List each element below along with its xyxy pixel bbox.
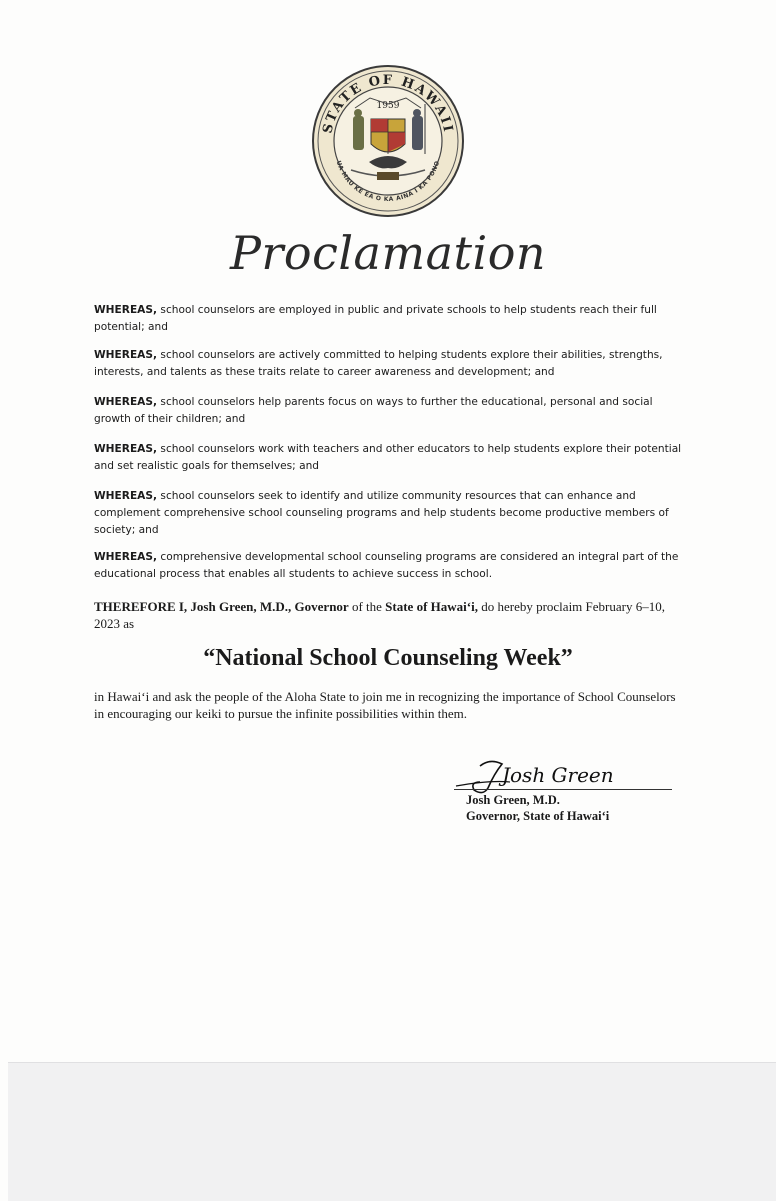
clause-text: school counselors seek to identify and utilize community resources that can enhance and complement comprehensive school counseling programs and help students become productive members of society; and — [94, 490, 669, 536]
therefore-rest: do hereby proclaim February 6–10, 2023 as — [94, 599, 665, 631]
therefore-state: State of Hawai‘i, — [385, 599, 478, 614]
whereas-clause — [94, 549, 684, 583]
signer-name: Josh Green, M.D. — [466, 793, 560, 807]
state-seal-image — [311, 64, 465, 218]
signer-title: Governor, State of Hawai‘i — [466, 809, 610, 823]
clause-text: school counselors are actively committed to helping students explore their abilities, strengths, interests, and talents as these traits relate to career awareness and development; and — [94, 349, 663, 378]
whereas-clause — [94, 394, 684, 428]
seal-ring-text: STATE OF HAWAII — [320, 72, 456, 135]
whereas-clause — [94, 347, 684, 381]
seal-year: 1959 — [376, 101, 400, 111]
whereas-clause — [94, 441, 684, 475]
whereas-label: WHEREAS, — [94, 304, 158, 316]
signature-line — [454, 789, 672, 790]
whereas-label: WHEREAS, — [94, 490, 158, 502]
whereas-clause — [94, 488, 684, 539]
whereas-label: WHEREAS, — [94, 349, 158, 361]
clause-text: school counselors work with teachers and other educators to help students explore their potential and set realistic goals for themselves; and — [94, 443, 682, 472]
whereas-label: WHEREAS, — [94, 443, 158, 455]
therefore-clause — [94, 598, 684, 632]
clause-text: school counselors help parents focus on ways to further the educational, personal and social growth of their children; and — [94, 396, 653, 425]
clause-text: comprehensive developmental school counseling programs are considered an integral part of the educational process that enables all students to achieve success in school. — [94, 551, 679, 580]
signer-block — [466, 792, 609, 824]
clause-text: school counselors are employed in public and private schools to help students reach their full potential; and — [94, 304, 657, 333]
therefore-mid: of the — [348, 599, 386, 614]
whereas-clause — [94, 302, 684, 336]
scan-margin — [8, 1062, 776, 1201]
week-title: “National School Counseling Week” — [203, 645, 573, 671]
page-title: Proclamation — [229, 226, 547, 280]
therefore-lead: THEREFORE I, Josh Green, M.D., Governor — [94, 599, 349, 614]
closing-paragraph: in Hawai‘i and ask the people of the Aloha State to join me in recognizing the importance of School Counselors in encouraging our keiki to pursue the infinite possibilities within them. — [94, 689, 676, 721]
whereas-label: WHEREAS, — [94, 396, 158, 408]
whereas-label: WHEREAS, — [94, 551, 158, 563]
seal-motto: UA MAU KE EA O KA AINA I KA PONO — [334, 159, 442, 204]
signature-script: Josh Green — [502, 763, 614, 787]
